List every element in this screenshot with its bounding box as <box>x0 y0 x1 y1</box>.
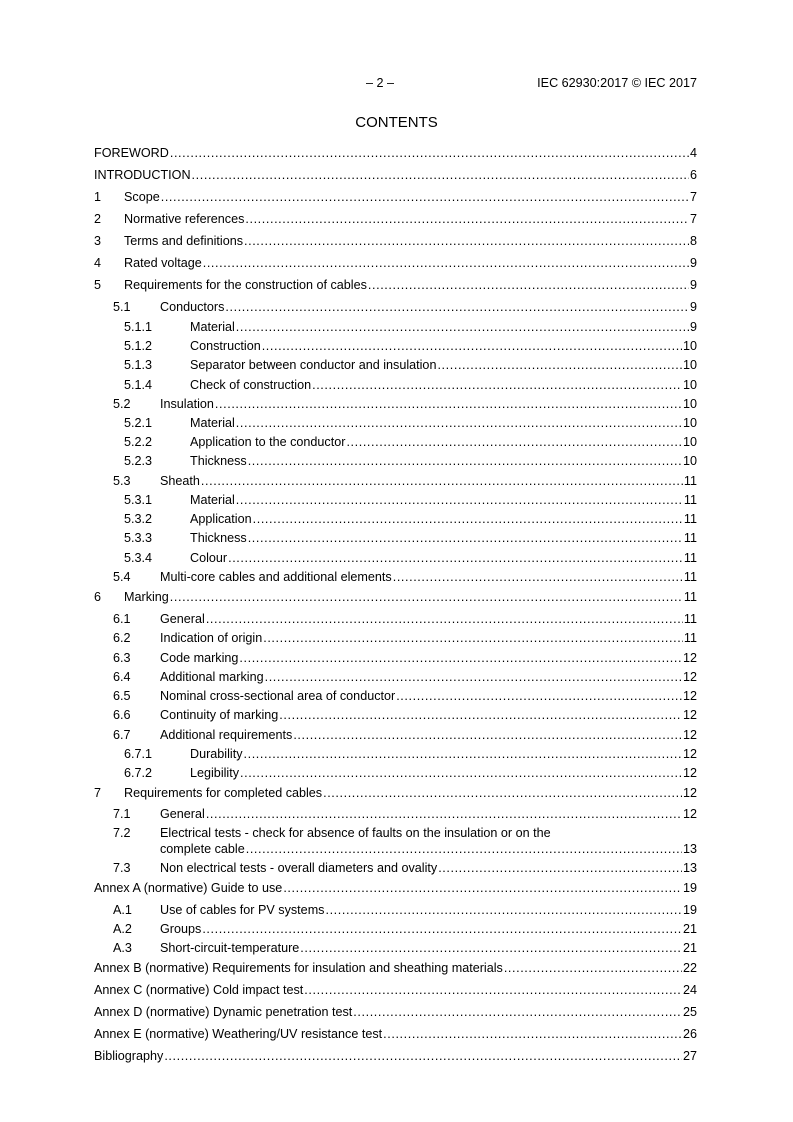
dot-leader <box>304 983 682 998</box>
toc-entry-title: Construction <box>190 339 261 353</box>
toc-entry-title: General <box>160 612 205 626</box>
dot-leader <box>228 551 683 566</box>
toc-entry-number: 5.3.4 <box>124 551 153 565</box>
toc-entry-page: 19 <box>682 903 697 917</box>
page-number: – 2 – <box>366 76 395 90</box>
toc-entry-page: 10 <box>682 416 697 430</box>
toc-entry-number: 4 <box>94 256 102 270</box>
toc-entry-page: 12 <box>682 728 697 742</box>
dot-leader <box>353 1005 682 1020</box>
toc-entry-title: Indication of origin <box>160 631 263 645</box>
dot-leader <box>236 320 689 335</box>
toc-entry-title-continued: complete cable <box>160 842 245 856</box>
toc-entry-number: 6.3 <box>113 651 131 665</box>
toc-entry-title: Use of cables for PV systems <box>160 903 325 917</box>
toc-entry-title: Sheath <box>160 474 200 488</box>
toc-entry-page: 4 <box>689 146 697 160</box>
toc-entry-title: Scope <box>124 190 160 204</box>
dot-leader <box>170 146 689 161</box>
dot-leader <box>437 358 682 373</box>
toc-entry-page: 12 <box>682 708 697 722</box>
toc-entry-number: 5.1.4 <box>124 378 153 392</box>
toc-entry-title: Durability <box>190 747 243 761</box>
toc-entry-page: 22 <box>682 961 697 975</box>
toc-entry-title: Thickness <box>190 531 247 545</box>
toc-entry-number: 5.1.2 <box>124 339 153 353</box>
dot-leader <box>346 435 682 450</box>
toc-entry-number: 5.1.1 <box>124 320 153 334</box>
dot-leader <box>203 256 689 271</box>
toc-entry-title: Short-circuit-temperature <box>160 941 300 955</box>
dot-leader <box>201 474 683 489</box>
dot-leader <box>504 961 682 976</box>
toc-entry-title: Colour <box>190 551 228 565</box>
dot-leader <box>202 922 682 937</box>
toc-entry-page: 10 <box>682 339 697 353</box>
toc-entry-title: Marking <box>124 590 169 604</box>
toc-entry-number: 5.3.3 <box>124 531 153 545</box>
dot-leader <box>170 590 683 605</box>
dot-leader <box>240 766 682 781</box>
dot-leader <box>393 570 683 585</box>
toc-entry-page: 9 <box>689 320 697 334</box>
toc-entry-number: 5.4 <box>113 570 131 584</box>
toc-entry-title: Annex B (normative) Requirements for insulation and sheathing materials <box>94 961 503 975</box>
toc-entry-title: Material <box>190 493 235 507</box>
toc-entry-page: 13 <box>682 861 697 875</box>
toc-entry-number: 5.1 <box>113 300 131 314</box>
toc-entry-number: 5.2.3 <box>124 454 153 468</box>
toc-entry-page: 12 <box>682 766 697 780</box>
toc-entry-page: 11 <box>683 551 697 565</box>
toc-entry-page: 11 <box>683 531 697 545</box>
toc-entry-page: 12 <box>682 689 697 703</box>
dot-leader <box>192 168 689 183</box>
dot-leader <box>248 531 683 546</box>
dot-leader <box>368 278 689 293</box>
dot-leader <box>215 397 682 412</box>
toc-entry-title: INTRODUCTION <box>94 168 191 182</box>
toc-entry-page: 27 <box>682 1049 697 1063</box>
toc-entry-number: 5.2.2 <box>124 435 153 449</box>
toc-entry-number: 6.4 <box>113 670 131 684</box>
toc-entry-page: 9 <box>689 256 697 270</box>
toc-entry-page: 12 <box>682 807 697 821</box>
toc-entry-title: Groups <box>160 922 202 936</box>
dot-leader <box>236 416 682 431</box>
toc-entry-page: 12 <box>682 786 697 800</box>
toc-entry-title: Multi-core cables and additional elements <box>160 570 392 584</box>
toc-entry-page: 10 <box>682 454 697 468</box>
dot-leader <box>225 300 689 315</box>
toc-entry-number: 6.1 <box>113 612 131 626</box>
toc-entry-page: 24 <box>682 983 697 997</box>
toc-entry-page: 13 <box>682 842 697 856</box>
toc-entry-title: Terms and definitions <box>124 234 244 248</box>
toc-entry-title: Additional requirements <box>160 728 293 742</box>
dot-leader <box>206 807 682 822</box>
toc-entry-number: 1 <box>94 190 102 204</box>
toc-entry-number: 6.6 <box>113 708 131 722</box>
toc-entry-page: 12 <box>682 651 697 665</box>
dot-leader <box>244 234 689 249</box>
dot-leader <box>383 1027 682 1042</box>
toc-entry-page: 12 <box>682 670 697 684</box>
dot-leader <box>300 941 682 956</box>
dot-leader <box>245 212 689 227</box>
toc-entry-title: Conductors <box>160 300 225 314</box>
toc-entry-number: 5.1.3 <box>124 358 153 372</box>
dot-leader <box>246 842 682 857</box>
toc-entry-title: Check of construction <box>190 378 312 392</box>
toc-entry-number: A.2 <box>113 922 132 936</box>
toc-entry-title: Material <box>190 416 235 430</box>
toc-entry-title: Insulation <box>160 397 214 411</box>
toc-entry-number: 6.7 <box>113 728 131 742</box>
toc-entry-title: Separator between conductor and insulation <box>190 358 437 372</box>
toc-entry-number: 3 <box>94 234 102 248</box>
toc-entry-title: Thickness <box>190 454 247 468</box>
dot-leader <box>253 512 683 527</box>
toc-entry-title: Code marking <box>160 651 239 665</box>
toc-entry-page: 8 <box>689 234 697 248</box>
dot-leader <box>265 670 682 685</box>
toc-entry-page: 10 <box>682 397 697 411</box>
toc-entry-page: 11 <box>683 493 697 507</box>
toc-entry-page: 10 <box>682 435 697 449</box>
toc-entry-number: 5.3 <box>113 474 131 488</box>
dot-leader <box>248 454 682 469</box>
toc-entry-number: 7.3 <box>113 861 131 875</box>
toc-entry-page: 10 <box>682 358 697 372</box>
toc-entry-number: 7.2 <box>113 826 131 840</box>
toc-entry-number: A.3 <box>113 941 132 955</box>
dot-leader <box>236 493 683 508</box>
toc-entry-number: 7 <box>94 786 102 800</box>
dot-leader <box>262 339 682 354</box>
toc-entry-title: Continuity of marking <box>160 708 279 722</box>
toc-entry-page: 11 <box>683 570 697 584</box>
toc-entry-title: Bibliography <box>94 1049 164 1063</box>
toc-entry-number: 5.2.1 <box>124 416 153 430</box>
toc-entry-title: Non electrical tests - overall diameters and ovality <box>160 861 438 875</box>
dot-leader <box>164 1049 682 1064</box>
toc-entry-title: Rated voltage <box>124 256 202 270</box>
toc-entry-number: 7.1 <box>113 807 131 821</box>
toc-entry-page: 7 <box>689 212 697 226</box>
toc-entry-number: 6.2 <box>113 631 131 645</box>
dot-leader <box>323 786 682 801</box>
toc-entry-number: 5.3.1 <box>124 493 153 507</box>
toc-entry-page: 12 <box>682 747 697 761</box>
toc-entry-title: Normative references <box>124 212 245 226</box>
toc-entry-page: 21 <box>682 922 697 936</box>
toc-entry-page: 26 <box>682 1027 697 1041</box>
toc-entry-number: 6.7.2 <box>124 766 153 780</box>
toc-entry-page: 6 <box>689 168 697 182</box>
toc-entry-title: Material <box>190 320 235 334</box>
toc-entry-page: 11 <box>683 631 697 645</box>
dot-leader <box>396 689 682 704</box>
toc-entry-page: 11 <box>683 590 697 604</box>
dot-leader <box>325 903 682 918</box>
toc-entry-title: Requirements for completed cables <box>124 786 323 800</box>
dot-leader <box>283 881 682 896</box>
toc-entry-page: 10 <box>682 378 697 392</box>
dot-leader <box>438 861 682 876</box>
toc-entry-title: Annex C (normative) Cold impact test <box>94 983 304 997</box>
toc-entry-page: 19 <box>682 881 697 895</box>
toc-entry-page: 25 <box>682 1005 697 1019</box>
toc-entry-number: 6 <box>94 590 102 604</box>
toc-entry-title: Nominal cross-sectional area of conductor <box>160 689 396 703</box>
toc-entry-title: Annex D (normative) Dynamic penetration test <box>94 1005 353 1019</box>
toc-entry-number: 6.7.1 <box>124 747 153 761</box>
toc-entry-number: 5.2 <box>113 397 131 411</box>
toc-entry-number: 2 <box>94 212 102 226</box>
dot-leader <box>263 631 683 646</box>
toc-entry-title: Annex E (normative) Weathering/UV resistance test <box>94 1027 383 1041</box>
toc-entry-title: Application to the conductor <box>190 435 346 449</box>
toc-entry-title: Additional marking <box>160 670 264 684</box>
dot-leader <box>239 651 682 666</box>
toc-entry-page: 9 <box>689 278 697 292</box>
toc-entry-number: 6.5 <box>113 689 131 703</box>
toc-entry-title: FOREWORD <box>94 146 169 160</box>
toc-entry-title: Electrical tests - check for absence of faults on the insulation or on the <box>160 826 551 840</box>
toc-entry-page: 11 <box>683 474 697 488</box>
toc-entry-page: 11 <box>683 612 697 626</box>
page-title: CONTENTS <box>355 114 438 131</box>
dot-leader <box>293 728 682 743</box>
dot-leader <box>161 190 689 205</box>
dot-leader <box>206 612 683 627</box>
dot-leader <box>279 708 682 723</box>
toc-entry-title: General <box>160 807 205 821</box>
toc-entry-title: Annex A (normative) Guide to use <box>94 881 283 895</box>
dot-leader <box>244 747 682 762</box>
toc-entry-title: Legibility <box>190 766 240 780</box>
toc-entry-page: 11 <box>683 512 697 526</box>
toc-entry-page: 9 <box>689 300 697 314</box>
dot-leader <box>312 378 682 393</box>
toc-entry-number: 5 <box>94 278 102 292</box>
standard-reference: IEC 62930:2017 © IEC 2017 <box>537 76 697 90</box>
toc-entry-page: 7 <box>689 190 697 204</box>
toc-entry-page: 21 <box>682 941 697 955</box>
toc-entry-title: Application <box>190 512 252 526</box>
toc-entry-number: A.1 <box>113 903 132 917</box>
toc-entry-number: 5.3.2 <box>124 512 153 526</box>
toc-entry-title: Requirements for the construction of cables <box>124 278 367 292</box>
